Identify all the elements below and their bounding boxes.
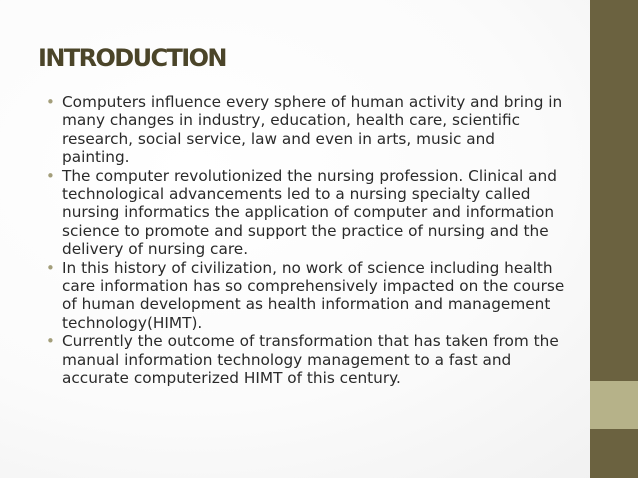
bullet-item — [46, 93, 566, 167]
bullet-text: Currently the outcome of transformation that has taken from the manual information technology management to a fast and accurate computerized HIMT of this century. — [62, 332, 559, 388]
sidebar-accent-block — [590, 381, 638, 429]
bullet-item — [46, 332, 566, 387]
bullet-text: Computers influence every sphere of human activity and bring in many changes in industry, education, health care, scientific research, social service, law and even in arts, music and painting. — [62, 93, 563, 167]
bullet-icon: • — [46, 166, 55, 185]
bullet-item — [46, 259, 566, 333]
slide-title: INTRODUCTION — [38, 44, 226, 72]
bullet-list — [46, 93, 566, 388]
bullet-text: In this history of civilization, no work of science including health care information has so comprehensively impacted on the course of human development as health information and management technology(HIMT). — [62, 258, 565, 332]
bullet-icon: • — [46, 258, 55, 277]
bullet-item — [46, 167, 566, 259]
bullet-icon: • — [46, 332, 55, 351]
bullet-text: The computer revolutionized the nursing profession. Clinical and technological advancements led to a nursing specialty called nursing informatics the application of computer and information science to promote and support the practice of nursing and the delivery of nursing care. — [62, 166, 557, 259]
bullet-icon: • — [46, 93, 55, 111]
